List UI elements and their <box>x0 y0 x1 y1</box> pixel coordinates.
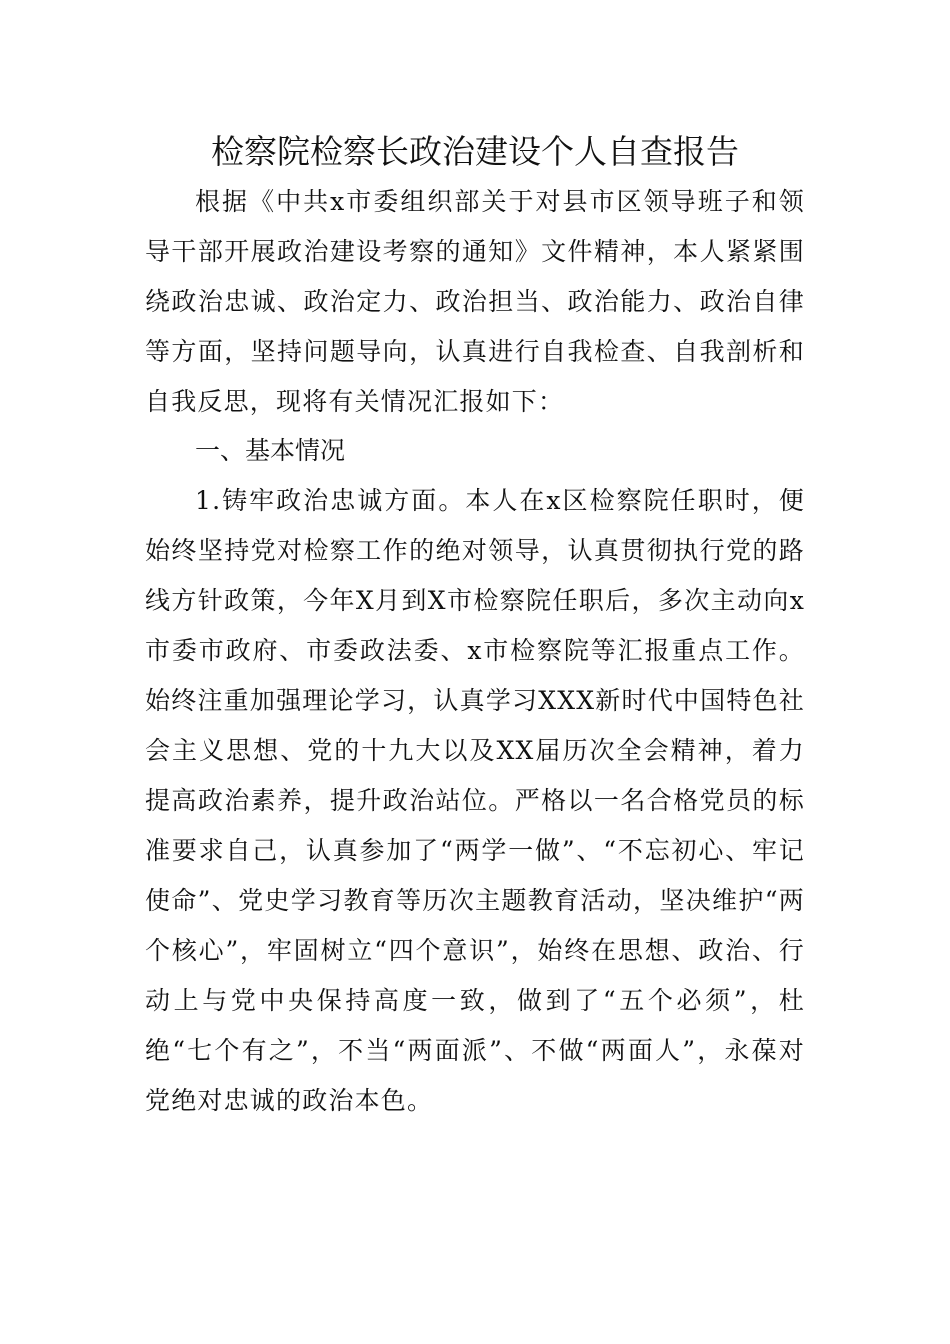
section-heading: 一、基本情况 <box>195 436 346 465</box>
intro-paragraph: 根据《中共x市委组织部关于对县市区领导班子和领导干部开展政治建设考察的通知》文件精神，本人紧紧围绕政治忠诚、政治定力、政治担当、政治能力、政治自律等方面，坚持问题导向，认真进行自我检查、自我剖析和自我反思，现将有关情况汇报如下： <box>145 187 805 416</box>
document-title: 检察院检察长政治建设个人自查报告 <box>211 132 739 171</box>
section-paragraph: 1.铸牢政治忠诚方面。本人在x区检察院任职时，便始终坚持党对检察工作的绝对领导，认真贯彻执行党的路线方针政策，今年X月到X市检察院任职后，多次主动向x市委市政府、市委政法委、x市检察院等汇报重点工作。始终注重加强理论学习，认真学习XXX新时代中国特色社会主义思想、党的十九大以及XX届历次全会精神，着力提高政治素养，提升政治站位。严格以一名合格党员的标准要求自己，认真参加了“两学一做”、“不忘初心、牢记使命”、党史学习教育等历次主题教育活动，坚决维护“两个核心”，牢固树立“四个意识”，始终在思想、政治、行动上与党中央保持高度一致，做到了“五个必须”，杜绝“七个有之”，不当“两面派”、不做“两面人”，永葆对党绝对忠诚的政治本色。 <box>145 486 805 1115</box>
